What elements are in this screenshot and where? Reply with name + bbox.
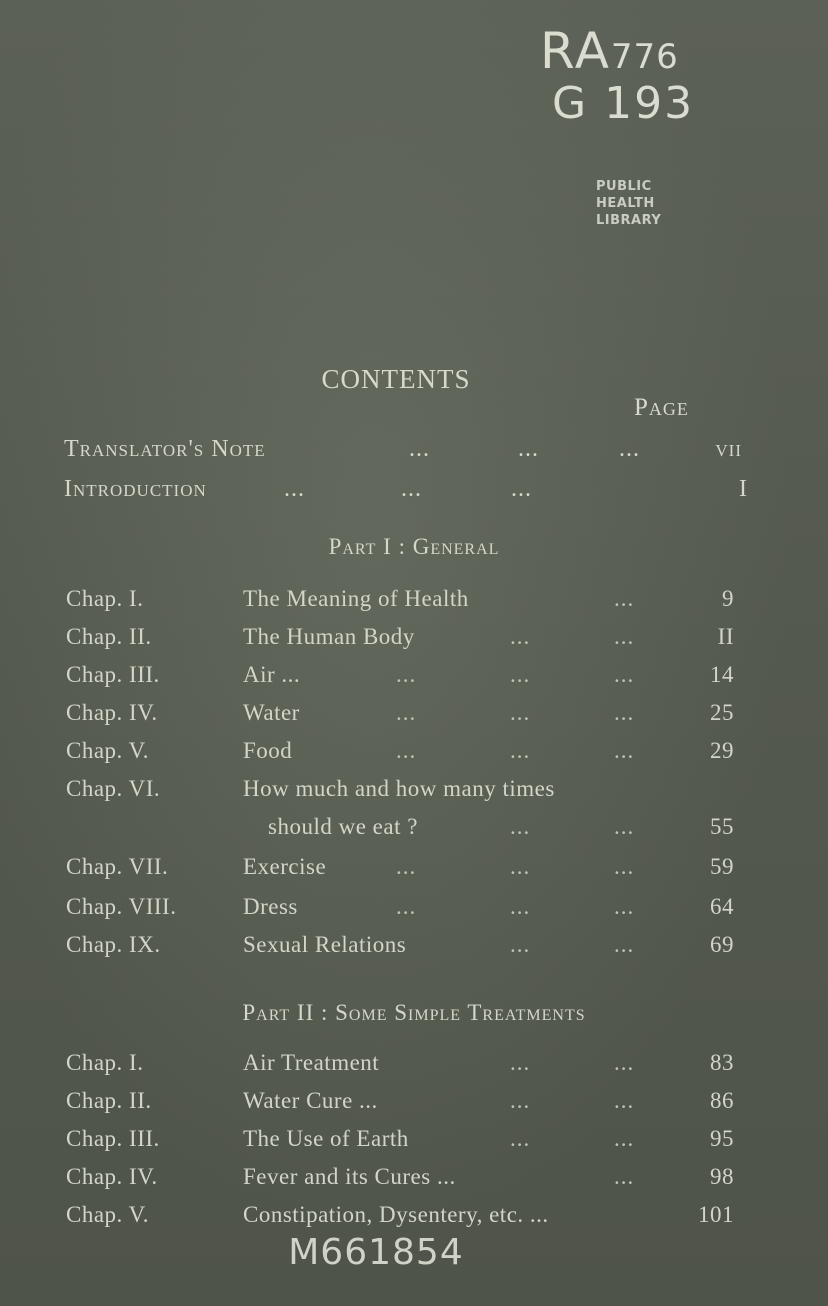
toc-row <box>0 1126 828 1162</box>
toc-row <box>0 1050 828 1086</box>
leader-dots: ... <box>614 814 635 839</box>
leader-dots: ... <box>510 932 531 957</box>
chapter-number: Chap. III. <box>66 1126 160 1151</box>
chapter-title: Exercise <box>243 854 327 879</box>
chapter-page: 55 <box>710 814 734 839</box>
leader-dots: ... <box>396 854 417 879</box>
leader-dots: ... <box>518 436 539 462</box>
leader-dots: ... <box>396 738 417 763</box>
leader-dots: ... <box>396 662 417 687</box>
part-heading: Part II : Some Simple Treatments <box>242 1000 586 1025</box>
leader-dots: ... <box>614 662 635 687</box>
leader-dots: ... <box>510 1050 531 1075</box>
leader-dots: ... <box>510 700 531 725</box>
call-number-line1 <box>540 22 679 80</box>
leader-dots: ... <box>510 662 531 687</box>
leader-dots: ... <box>614 932 635 957</box>
stamp-line: LIBRARY <box>596 213 662 228</box>
chapter-title: Sexual Relations <box>243 932 407 957</box>
leader-dots: ... <box>614 1164 635 1189</box>
chapter-title: Fever and its Cures ... <box>243 1164 456 1189</box>
leader-dots: ... <box>619 436 640 462</box>
leader-dots: ... <box>510 1088 531 1113</box>
chapter-number: Chap. II. <box>66 624 152 649</box>
leader-dots: ... <box>614 1050 635 1075</box>
toc-row <box>0 894 828 930</box>
toc-row <box>0 738 828 774</box>
contents-heading: CONTENTS <box>321 364 471 394</box>
leader-dots: ... <box>396 894 417 919</box>
stamp-line: PUBLIC <box>596 179 652 194</box>
toc-row <box>0 1164 828 1200</box>
chapter-title: Constipation, Dysentery, etc. ... <box>243 1202 549 1227</box>
chapter-number: Chap. VI. <box>66 776 161 801</box>
chapter-number: Chap. IV. <box>66 1164 158 1189</box>
chapter-title: Air Treatment <box>243 1050 380 1075</box>
leader-dots: ... <box>510 894 531 919</box>
leader-dots: ... <box>510 1126 531 1151</box>
call-number-class: RA <box>540 22 611 80</box>
chapter-title: The Meaning of Health <box>243 586 469 611</box>
chapter-page: 69 <box>710 932 734 957</box>
leader-dots: ... <box>614 624 635 649</box>
leader-dots: ... <box>614 738 635 763</box>
chapter-number: Chap. VII. <box>66 854 169 879</box>
chapter-title: Water <box>243 700 300 725</box>
chapter-number: Chap. VIII. <box>66 894 177 919</box>
toc-row <box>0 854 828 890</box>
leader-dots: ... <box>614 894 635 919</box>
leader-dots: ... <box>614 586 635 611</box>
chapter-page: 25 <box>710 700 734 725</box>
chapter-number: Chap. II. <box>66 1088 152 1113</box>
toc-row <box>0 1088 828 1124</box>
chapter-number: Chap. III. <box>66 662 160 687</box>
leader-dots: ... <box>284 476 305 502</box>
leader-dots: ... <box>401 476 422 502</box>
toc-row <box>0 700 828 736</box>
call-number-line2: G 193 <box>552 78 695 129</box>
toc-row <box>0 624 828 660</box>
stamp-line: HEALTH <box>596 196 655 211</box>
front-matter-title: Translator's Note <box>64 436 266 462</box>
chapter-number: Chap. IX. <box>66 932 161 957</box>
chapter-number: Chap. V. <box>66 738 150 763</box>
chapter-title: Food <box>243 738 293 763</box>
chapter-page: 95 <box>710 1126 734 1151</box>
chapter-page: 86 <box>710 1088 734 1113</box>
leader-dots: ... <box>510 854 531 879</box>
leader-dots: ... <box>510 814 531 839</box>
chapter-title: The Human Body <box>243 624 415 649</box>
call-number-digits: 776 <box>610 37 679 77</box>
chapter-title: Dress <box>243 894 298 919</box>
chapter-title: Air ... <box>243 662 301 687</box>
front-matter-title: Introduction <box>64 476 207 502</box>
chapter-number: Chap. V. <box>66 1202 150 1227</box>
accession-number: M661854 <box>288 1232 464 1273</box>
leader-dots: ... <box>511 476 532 502</box>
toc-row <box>0 814 828 850</box>
chapter-number: Chap. I. <box>66 586 144 611</box>
leader-dots: ... <box>510 738 531 763</box>
chapter-number: Chap. I. <box>66 1050 144 1075</box>
toc-row <box>0 776 828 812</box>
chapter-page: 64 <box>710 894 734 919</box>
chapter-page: 29 <box>710 738 734 763</box>
chapter-page: II <box>717 624 734 649</box>
chapter-page: 59 <box>710 854 734 879</box>
leader-dots: ... <box>409 436 430 462</box>
leader-dots: ... <box>614 700 635 725</box>
chapter-number: Chap. IV. <box>66 700 158 725</box>
leader-dots: ... <box>614 854 635 879</box>
chapter-title: Water Cure ... <box>243 1088 378 1113</box>
toc-row <box>0 586 828 622</box>
leader-dots: ... <box>614 1126 635 1151</box>
chapter-page: 98 <box>710 1164 734 1189</box>
chapter-page: 14 <box>710 662 734 687</box>
toc-row <box>0 932 828 968</box>
chapter-title-continued: should we eat ? <box>268 814 418 839</box>
toc-row <box>0 662 828 698</box>
chapter-page: 83 <box>710 1050 734 1075</box>
leader-dots: ... <box>614 1088 635 1113</box>
chapter-page: 101 <box>698 1202 734 1227</box>
page-column-label: Page <box>634 394 689 421</box>
leader-dots: ... <box>510 624 531 649</box>
leader-dots: ... <box>396 700 417 725</box>
library-stamp <box>596 178 686 229</box>
chapter-page: 9 <box>722 586 734 611</box>
part-heading: Part I : General <box>328 534 500 559</box>
chapter-title: How much and how many times <box>243 776 555 801</box>
front-matter-page: vii <box>715 436 742 462</box>
chapter-title: The Use of Earth <box>243 1126 409 1151</box>
front-matter-page: I <box>739 476 748 502</box>
